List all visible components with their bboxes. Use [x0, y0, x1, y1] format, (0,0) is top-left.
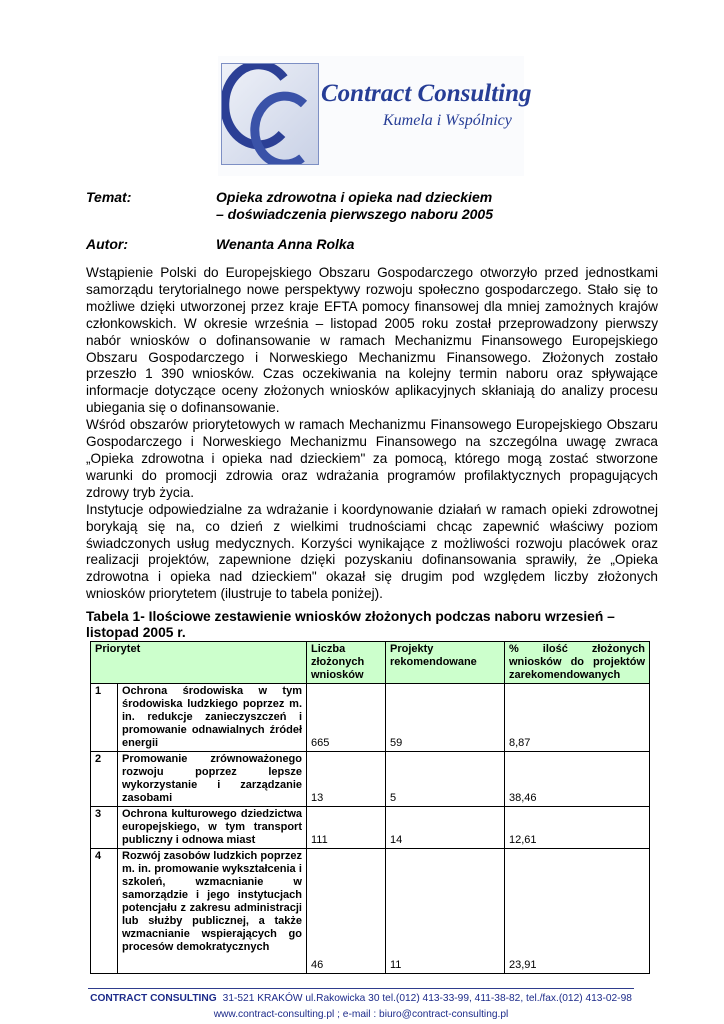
- footer-address-line: [88, 992, 634, 1005]
- body-text: [86, 265, 658, 603]
- table-row: [91, 684, 650, 752]
- row-percent: 38,46: [505, 752, 650, 807]
- footer: [88, 988, 634, 1021]
- row-recommended: 59: [386, 684, 505, 752]
- header-priority: Priorytet: [91, 642, 307, 684]
- row-recommended: 11: [386, 849, 505, 974]
- topic-line-1: Opieka zdrowotna i opieka nad dzieckiem: [216, 189, 493, 205]
- logo-monogram-icon: [222, 64, 318, 164]
- row-priority: Promowanie zrównoważonego rozwoju poprzez lepsze wykorzystanie i zarządzanie zasobami: [118, 752, 307, 807]
- logo-subtitle: Kumela i Wspólnicy: [383, 112, 512, 129]
- table-header-row: [91, 642, 650, 684]
- table-caption: Tabela 1- Ilościowe zestawienie wniosków złożonych podczas naboru wrzesień – listopad 2005 r.: [86, 609, 615, 641]
- header-submitted: Liczba złożonych wniosków: [307, 642, 386, 684]
- footer-company: CONTRACT CONSULTING: [90, 993, 217, 1005]
- footer-address: 31-521 KRAKÓW ul.Rakowicka 30 tel.(012) 413-33-99, 411-38-82, tel./fax.(012) 413-02-98: [222, 993, 632, 1005]
- paragraph: Instytucje odpowiedzialne za wdrażanie i koordynowanie działań w ramach opieki zdrowotnej borykają się na, co dzień z wielkimi trudnościami chcąc zapewnić właściwy poziom świadczonych usług medycznych. Korzyści wynikające z możliwości rozwoju placówek oraz realizacji projektów, zapewnione dzięki pozyskaniu dofinansowania sprawiły, że „Opieka zdrowotna i opieka nad dzieckiem" okazał się drugim pod względem liczby złożonych wniosków priorytetem (ilustruje to tabela poniżej).: [86, 501, 658, 602]
- row-number: 3: [91, 807, 118, 849]
- topic-block: [86, 189, 658, 223]
- header-recommended: Projekty rekomendowane: [386, 642, 505, 684]
- row-percent: 12,61: [505, 807, 650, 849]
- row-number: 1: [91, 684, 118, 752]
- header-percent: % ilość złożonych wniosków do projektów zarekomendowanych: [505, 642, 650, 684]
- paragraph: Wstąpienie Polski do Europejskiego Obszaru Gospodarczego otworzyło przed jednostkami samorządu terytorialnego nowe perspektywy rozwoju społeczno gospodarczego. Stało się to możliwe dzięki utworzonej przez kraje EFTA pomocy finansowej dla mniej zamożnych krajów członkowskich. W okresie września – listopad 2005 roku został przeprowadzony pierwszy nabór wniosków o dofinansowanie w ramach Mechanizmu Finansowego Europejskiego Obszaru Gospodarczego i Norweskiego Mechanizmu Finansowego. Złożonych zostało przeszło 1 390 wniosków. Czas oczekiwania na kolejny termin naboru oraz spływające informacje dotyczące oceny złożonych wniosków aplikacyjnych skłaniają do analizy procesu ubiegania się o dofinansowanie.: [86, 265, 658, 416]
- row-percent: 23,91: [505, 849, 650, 974]
- author-name: Wenanta Anna Rolka: [216, 236, 355, 252]
- row-submitted: 665: [307, 684, 386, 752]
- table-row: [91, 849, 650, 974]
- row-recommended: 14: [386, 807, 505, 849]
- paragraph: Wśród obszarów priorytetowych w ramach Mechanizmu Finansowego Europejskiego Obszaru Gospodarczego i Norweskiego Mechanizmu Finansowego na szczególna uwagę zwraca „Opieka zdrowotna i opieka nad dzieckiem" za pomocą, którego mogą zostać stworzone warunki do promocji zdrowia oraz wdrażania programów profilaktycznych propagujących zdrowy tryb życia.: [86, 417, 658, 500]
- row-priority: Ochrona środowiska w tym środowiska ludzkiego poprzez m. in. redukcje zanieczyszczeń i promowanie odnawialnych źródeł energii: [118, 684, 307, 752]
- row-submitted: 46: [307, 849, 386, 974]
- row-percent: 8,87: [505, 684, 650, 752]
- row-number: 2: [91, 752, 118, 807]
- row-number: 4: [91, 849, 118, 974]
- main-content: [86, 265, 658, 1021]
- row-submitted: 111: [307, 807, 386, 849]
- table-row: [91, 807, 650, 849]
- author-label: Autor:: [86, 236, 128, 252]
- topic-label: Temat:: [86, 189, 132, 205]
- row-submitted: 13: [307, 752, 386, 807]
- topic-line-2: – doświadczenia pierwszego naboru 2005: [216, 206, 493, 222]
- row-recommended: 5: [386, 752, 505, 807]
- row-priority: Ochrona kulturowego dziedzictwa europejskiego, w tym transport publiczny i odnowa miast: [118, 807, 307, 849]
- priority-table: [90, 641, 650, 974]
- table-row: [91, 752, 650, 807]
- footer-divider: [88, 988, 634, 989]
- row-priority: Rozwój zasobów ludzkich poprzez m. in. promowanie wykształcenia i szkoleń, wzmacnianie w samorządzie i jego instytucjach potencjału z zakresu administracji lub służby publicznej, a także wzmacnianie wspierających go procesów demokratycznych: [118, 849, 307, 974]
- logo-title: Contract Consulting: [321, 80, 532, 107]
- company-logo: [218, 56, 532, 176]
- footer-contact: www.contract-consulting.pl ; e-mail : biuro@contract-consulting.pl: [213, 1009, 509, 1021]
- author-block: [86, 236, 658, 253]
- logo-emblem: [221, 63, 319, 165]
